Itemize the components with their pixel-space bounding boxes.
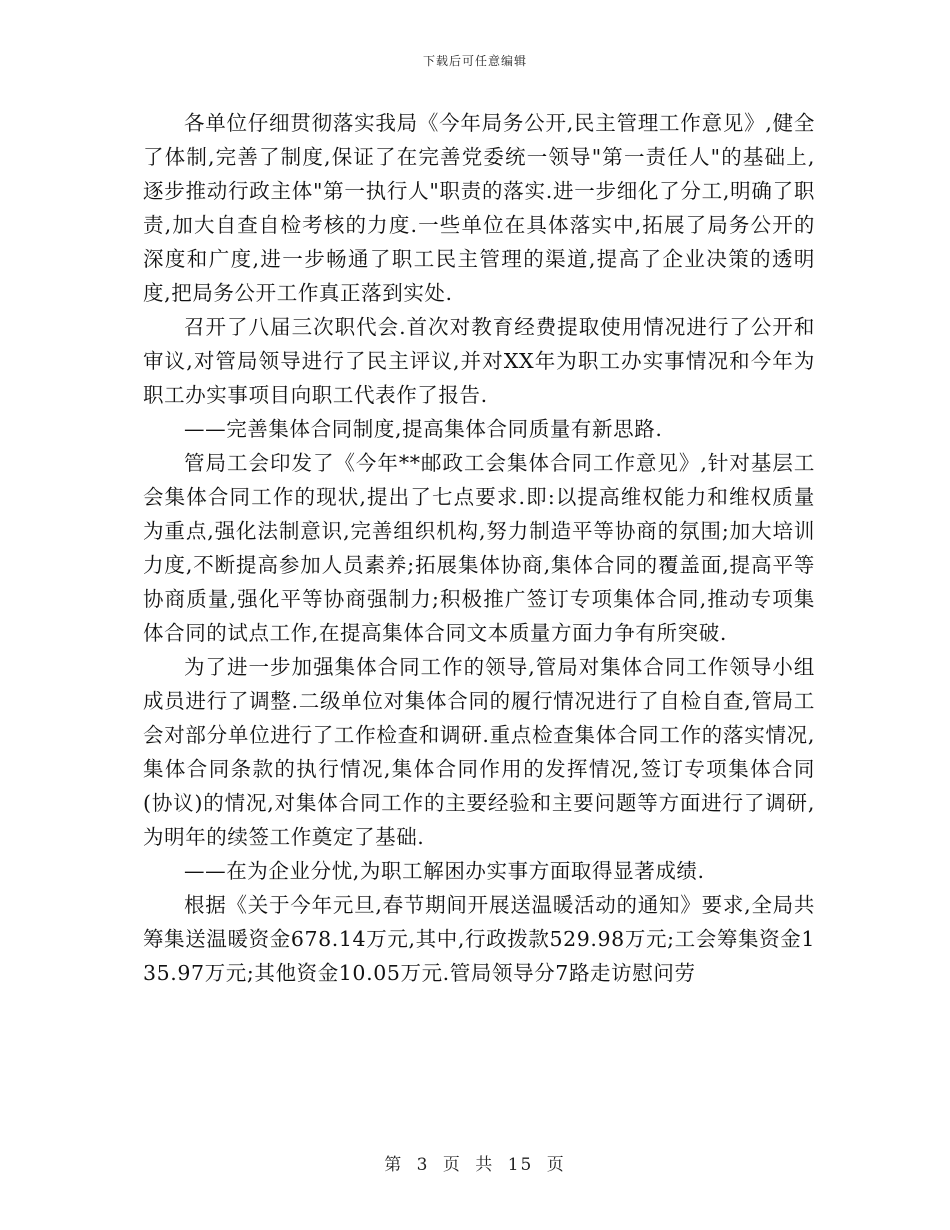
document-body xyxy=(143,106,815,990)
paragraph: 召开了八届三次职代会.首次对教育经费提取使用情况进行了公开和审议,对管局领导进行了民主评议,并对XX年为职工办实事情况和今年为职工办实事项目向职工代表作了报告. xyxy=(143,315,815,407)
paragraph: 各单位仔细贯彻落实我局《今年局务公开,民主管理工作意见》,健全了体制,完善了制度,保证了在完善党委统一领导"第一责任人"的基础上,逐步推动行政主体"第一执行人"职责的落实.进一步细化了分工,明确了职责,加大自查自检考核的力度.一些单位在具体落实中,拓展了局务公开的深度和广度,进一步畅通了职工民主管理的渠道,提高了企业决策的透明度,把局务公开工作真正落到实处. xyxy=(143,111,815,305)
page-header: 下载后可任意编辑 xyxy=(422,54,527,68)
paragraph: 管局工会印发了《今年**邮政工会集体合同工作意见》,针对基层工会集体合同工作的现状,提出了七点要求.即:以提高维权能力和维权质量为重点,强化法制意识,完善组织机构,努力制造平等协商的氛围;加大培训力度,不断提高参加人员素养;拓展集体协商,集体合同的覆盖面,提高平等协商质量,强化平等协商强制力;积极推广签订专项集体合同,推动专项集体合同的试点工作,在提高集体合同文本质量方面力争有所突破. xyxy=(143,451,815,645)
section-heading: ——完善集体合同制度,提高集体合同质量有新思路. xyxy=(184,417,663,441)
section-heading: ——在为企业分忧,为职工解困办实事方面取得显著成绩. xyxy=(184,859,705,883)
paragraph: 根据《关于今年元旦,春节期间开展送温暖活动的通知》要求,全局共筹集送温暖资金678.14万元,其中,行政拨款529.98万元;工会筹集资金135.97万元;其他资金10.05万元.管局领导分7路走访慰问劳 xyxy=(143,893,815,985)
paragraph: 为了进一步加强集体合同工作的领导,管局对集体合同工作领导小组成员进行了调整.二级单位对集体合同的履行情况进行了自检自查,管局工会对部分单位进行了工作检查和调研.重点检查集体合同工作的落实情况,集体合同条款的执行情况,集体合同作用的发挥情况,签订专项集体合同(协议)的情况,对集体合同工作的主要经验和主要问题等方面进行了调研,为明年的续签工作奠定了基础. xyxy=(143,655,815,849)
page-number-footer: 第 3 页 共 15 页 xyxy=(384,1155,566,1175)
